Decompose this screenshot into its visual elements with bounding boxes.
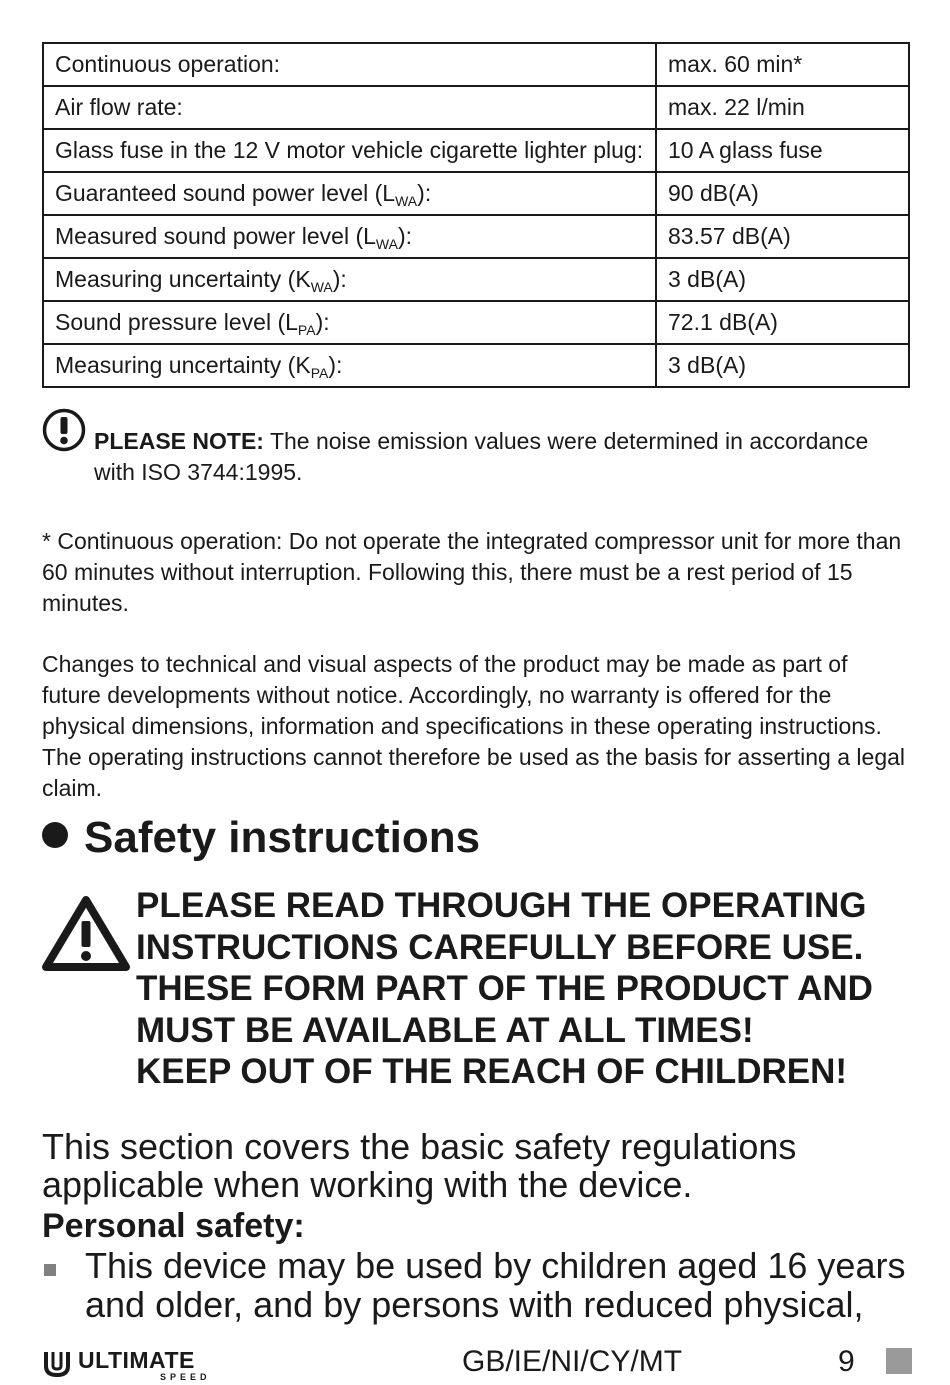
spec-value: 3 dB(A)	[656, 344, 909, 387]
intro-paragraph: This section covers the basic safety regulations applicable when working with the device.	[42, 1126, 797, 1205]
logo-subtitle: SPEED	[160, 1372, 211, 1382]
brand-logo	[42, 1346, 222, 1382]
spec-label-subscript: PA	[310, 365, 329, 381]
note-block	[42, 408, 912, 488]
list-item	[42, 1246, 922, 1324]
table-row	[43, 301, 909, 344]
note-text	[94, 408, 912, 488]
spec-label-text: Measuring uncertainty (K	[55, 266, 311, 292]
spec-label-text: Measuring uncertainty (K	[55, 352, 311, 378]
table-row	[43, 43, 909, 86]
spec-label-suffix: ):	[328, 352, 343, 378]
spec-label	[43, 172, 656, 215]
footnote: * Continuous operation: Do not operate the integrated compressor unit for more than 60 minutes without interruption. Following this, there must be a rest period of 15 minutes.	[42, 528, 902, 616]
spec-label-text: Guaranteed sound power level (L	[55, 180, 396, 206]
list-item-text: This device may be used by children aged 16 years and older, and by persons with reduced physical,	[85, 1245, 906, 1325]
warning-line: PLEASE READ THROUGH THE OPERATING	[136, 886, 867, 925]
spec-label-subscript: WA	[395, 193, 418, 209]
disclaimer-paragraph: Changes to technical and visual aspects of the product may be made as part of future developments without notice. Accordingly, no warranty is offered for the physical dimensions, information and specifications in these operating instructions. The operating instructions cannot therefore be used as the basis for asserting a legal claim.	[42, 651, 906, 801]
spec-value: 10 A glass fuse	[656, 129, 909, 172]
subheading-personal-safety: Personal safety:	[42, 1207, 305, 1245]
spec-value: 83.57 dB(A)	[656, 215, 909, 258]
spec-value: max. 22 l/min	[656, 86, 909, 129]
page-number: 9	[838, 1345, 855, 1378]
warning-line: THESE FORM PART OF THE PRODUCT AND	[136, 969, 873, 1008]
footer-marker	[886, 1348, 912, 1374]
spec-value: 72.1 dB(A)	[656, 301, 909, 344]
spec-label-text: Measured sound power level (L	[55, 223, 376, 249]
note-label: PLEASE NOTE:	[94, 428, 264, 454]
spec-label	[43, 258, 656, 301]
logo-name: ULTIMATE	[78, 1347, 195, 1373]
spec-label-subscript: PA	[297, 322, 316, 338]
spec-value: max. 60 min*	[656, 43, 909, 86]
section-bullet-icon	[42, 822, 68, 848]
spec-label-text: Sound pressure level (L	[55, 309, 298, 335]
note-body: The noise emission values were determined in accordance with ISO 3744:1995.	[94, 428, 869, 485]
spec-label-suffix: ):	[332, 266, 347, 292]
table-row	[43, 344, 909, 387]
warning-triangle-icon	[40, 893, 132, 973]
section-title-text: Safety instructions	[84, 813, 481, 862]
bullet-square-icon	[44, 1264, 56, 1276]
table-row	[43, 215, 909, 258]
section-title	[42, 808, 480, 868]
spec-label: Glass fuse in the 12 V motor vehicle cigarette lighter plug:	[43, 129, 656, 172]
spec-value: 3 dB(A)	[656, 258, 909, 301]
spec-label-subscript: WA	[375, 236, 398, 252]
logo-mark-icon	[42, 1348, 72, 1378]
spec-label	[43, 344, 656, 387]
specification-table	[42, 42, 910, 388]
spec-label: Air flow rate:	[43, 86, 656, 129]
exclamation-circle-icon	[42, 408, 86, 452]
spec-label	[43, 301, 656, 344]
spec-label-suffix: ):	[397, 223, 413, 249]
spec-value: 90 dB(A)	[656, 172, 909, 215]
safety-warning	[136, 885, 926, 1093]
warning-line: KEEP OUT OF THE REACH OF CHILDREN!	[136, 1052, 848, 1091]
spec-label	[43, 215, 656, 258]
table-row	[43, 172, 909, 215]
warning-line: MUST BE AVAILABLE AT ALL TIMES!	[136, 1010, 754, 1050]
spec-label: Continuous operation:	[43, 43, 656, 86]
spec-label-suffix: ):	[417, 180, 432, 206]
table-row	[43, 86, 909, 129]
spec-label-suffix: ):	[315, 309, 330, 335]
table-row	[43, 129, 909, 172]
spec-label-subscript: WA	[310, 279, 333, 295]
footer-region-codes: GB/IE/NI/CY/MT	[462, 1345, 683, 1378]
table-row	[43, 258, 909, 301]
warning-line: INSTRUCTIONS CAREFULLY BEFORE USE.	[136, 927, 864, 967]
